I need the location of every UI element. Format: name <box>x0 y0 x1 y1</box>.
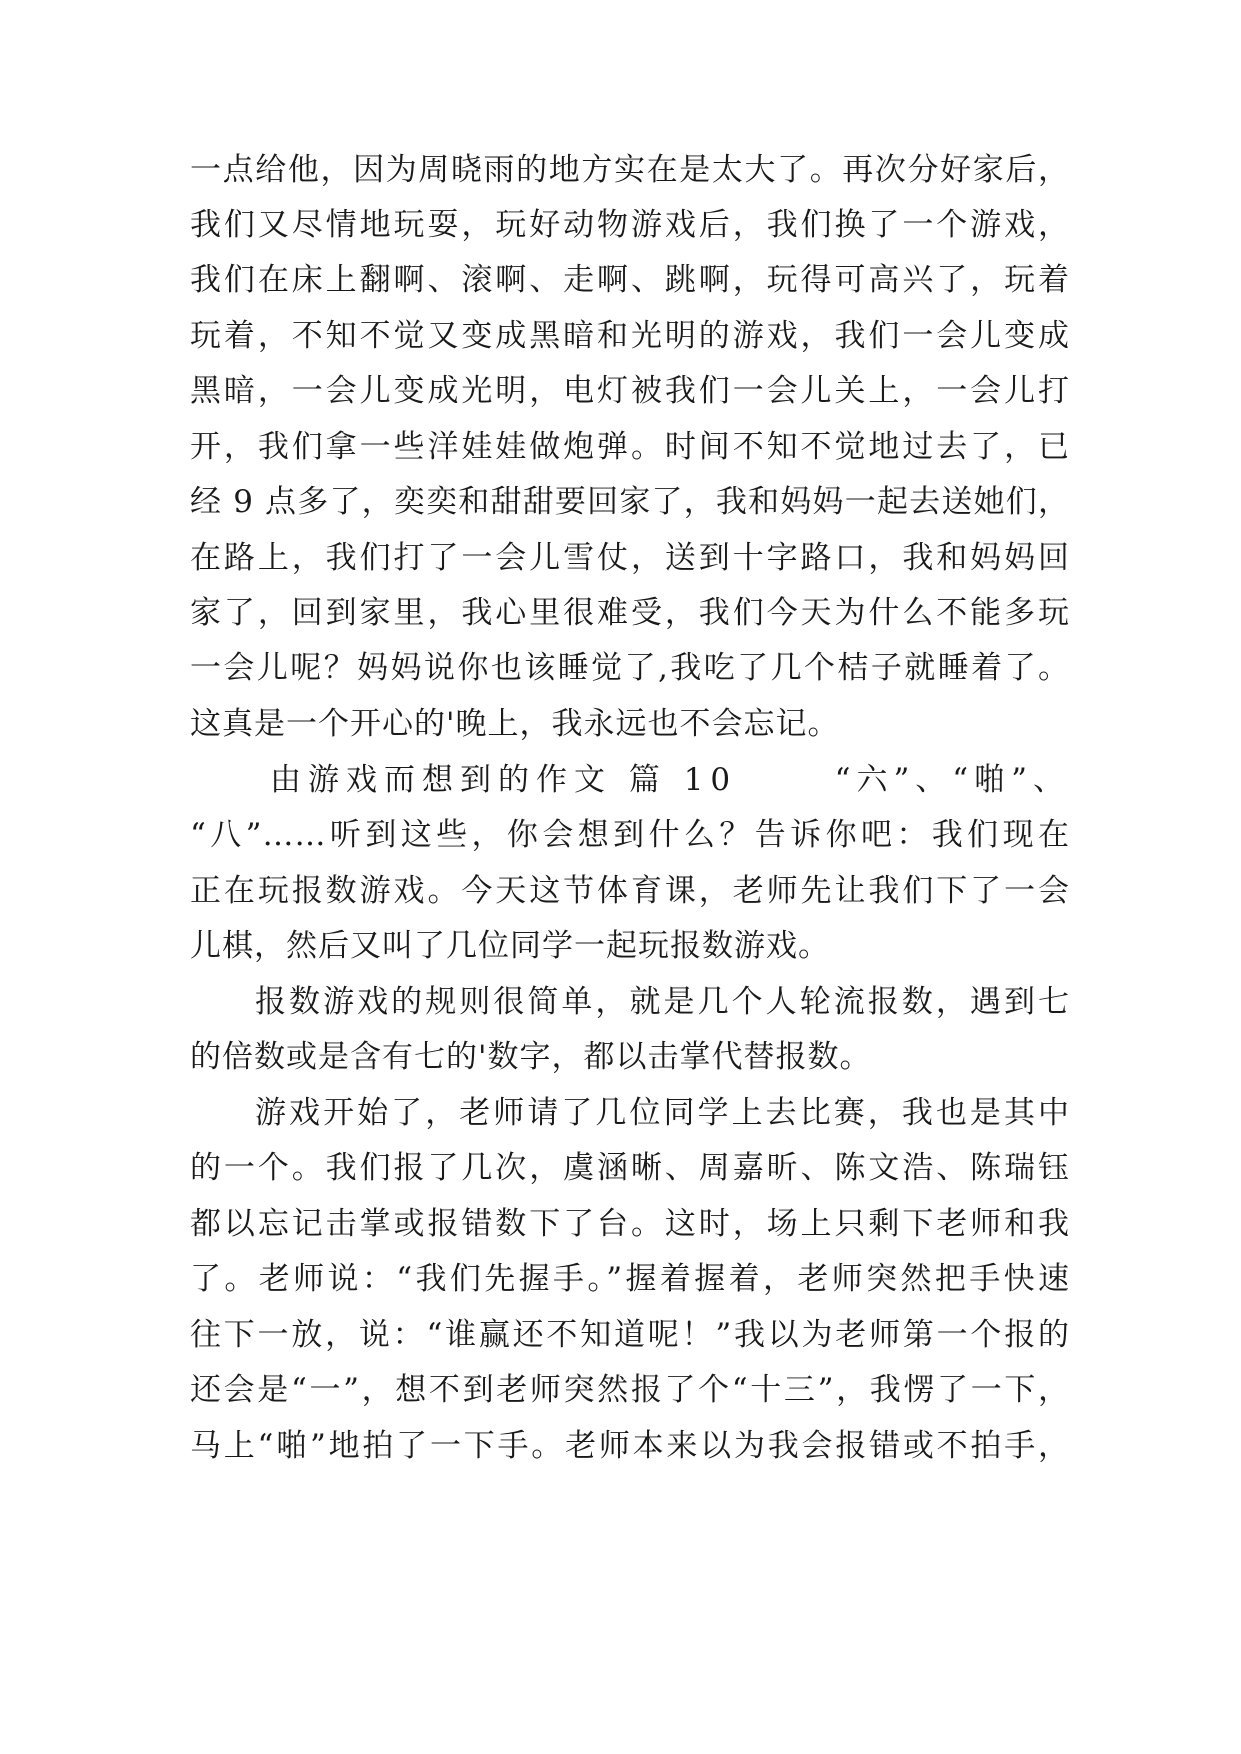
text-line: 马上“啪”地拍了一下手。老师本来以为我会报错或不拍手， <box>190 1428 1070 1464</box>
section-heading <box>270 750 1070 810</box>
text-line: 在路上，我们打了一会儿雪仗，送到十字路口，我和妈妈回 <box>190 540 1070 576</box>
text-line: 游戏开始了，老师请了几位同学上去比赛，我也是其中 <box>255 1095 1070 1131</box>
text-line: 的一个。我们报了几次，虞涵晰、周嘉昕、陈文浩、陈瑞钰 <box>190 1150 1070 1186</box>
text-line: 我们在床上翻啊、滚啊、走啊、跳啊，玩得可高兴了，玩着 <box>190 262 1070 298</box>
text-line: 家了，回到家里，我心里很难受，我们今天为什么不能多玩 <box>190 595 1070 631</box>
text-line: 的倍数或是含有七的'数字，都以击掌代替报数。 <box>190 1039 872 1075</box>
text-line: 这真是一个开心的'晚上，我永远也不会忘记。 <box>190 706 840 742</box>
text-line: 正在玩报数游戏。今天这节体育课，老师先让我们下了一会 <box>190 873 1070 909</box>
text-line: 我们又尽情地玩耍，玩好动物游戏后，我们换了一个游戏， <box>190 207 1070 243</box>
text-line: 一会儿呢？妈妈说你也该睡觉了,我吃了几个桔子就睡着了。 <box>190 650 1070 686</box>
text-line: 往下一放，说：“谁赢还不知道呢！”我以为老师第一个报的 <box>190 1317 1070 1353</box>
text-line: 报数游戏的规则很简单，就是几个人轮流报数，遇到七 <box>255 984 1070 1020</box>
heading-quote: “六”、“啪”、 <box>834 762 1070 798</box>
text-line: “八”……听到这些，你会想到什么？告诉你吧：我们现在 <box>190 817 1070 853</box>
text-line: 玩着，不知不觉又变成黑暗和光明的游戏，我们一会儿变成 <box>190 318 1070 354</box>
text-line: 还会是“一”，想不到老师突然报了个“十三”，我愣了一下， <box>190 1372 1070 1408</box>
text-line: 经 9 点多了，奕奕和甜甜要回家了，我和妈妈一起去送她们， <box>190 484 1070 520</box>
text-line: 儿棋，然后又叫了几位同学一起玩报数游戏。 <box>190 928 830 964</box>
heading-title: 由游戏而想到的作文 篇 10 <box>270 762 738 798</box>
text-line: 一点给他，因为周晓雨的地方实在是太大了。再次分好家后， <box>190 152 1070 188</box>
text-line: 开，我们拿一些洋娃娃做炮弹。时间不知不觉地过去了，已 <box>190 429 1070 465</box>
text-line: 都以忘记击掌或报错数下了台。这时，场上只剩下老师和我 <box>190 1206 1070 1242</box>
text-line: 了。老师说：“我们先握手。”握着握着，老师突然把手快速 <box>190 1261 1070 1297</box>
text-line: 黑暗，一会儿变成光明，电灯被我们一会儿关上，一会儿打 <box>190 373 1070 409</box>
